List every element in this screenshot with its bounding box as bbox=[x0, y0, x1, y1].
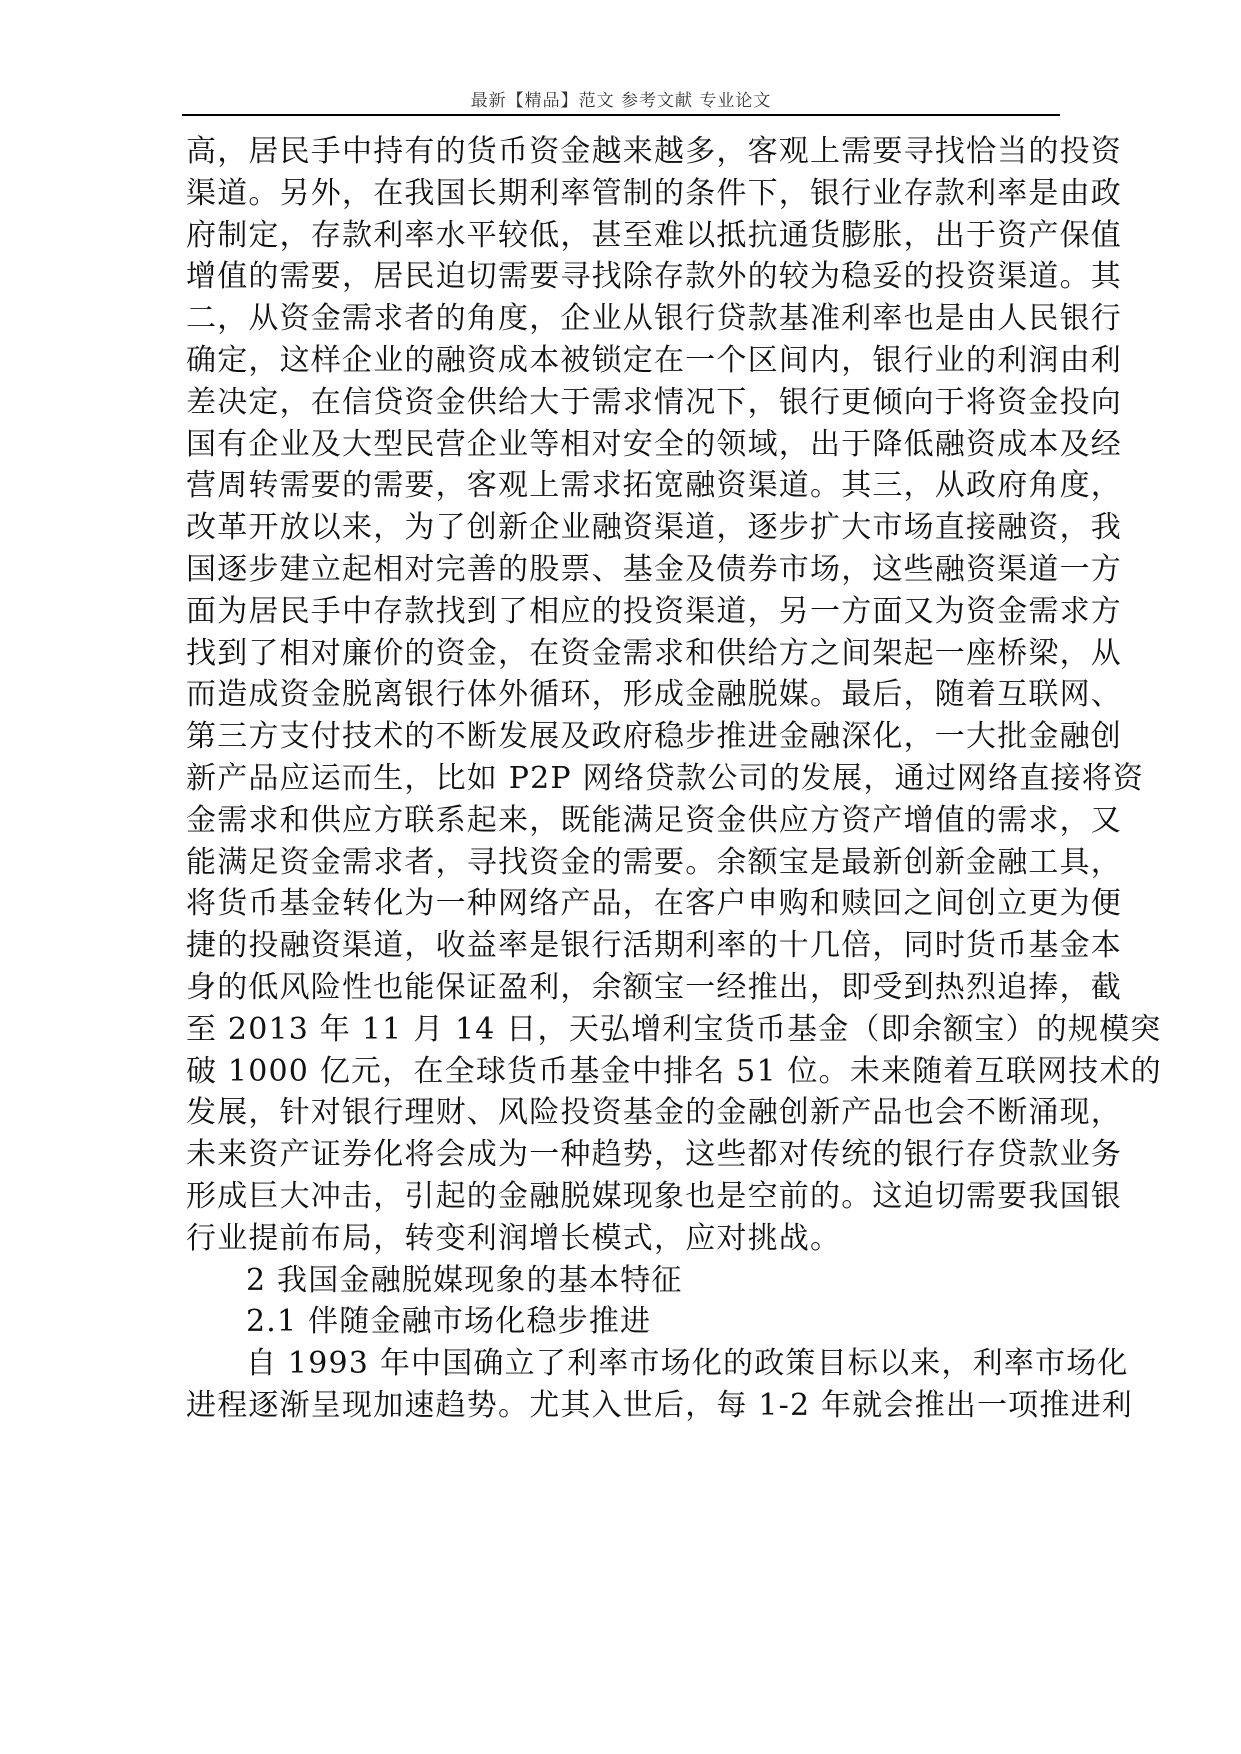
paragraph-line: 身的低风险性也能保证盈利，余额宝一经推出，即受到热烈追捧，截 bbox=[186, 969, 1122, 1005]
paragraph-line: 改革开放以来，为了创新企业融资渠道，逐步扩大市场直接融资，我 bbox=[186, 510, 1122, 546]
paragraph-line: 第三方支付技术的不断发展及政府稳步推进金融深化，一大批金融创 bbox=[186, 719, 1122, 755]
header-divider bbox=[182, 114, 1060, 116]
paragraph-line: 能满足资金需求者，寻找资金的需要。余额宝是最新创新金融工具， bbox=[186, 844, 1122, 880]
paragraph-line: 营周转需要的需要，客观上需求拓宽融资渠道。其三，从政府角度， bbox=[186, 468, 1122, 504]
paragraph-line: 金需求和供应方联系起来，既能满足资金供应方资产增值的需求，又 bbox=[186, 802, 1122, 838]
paragraph-line: 府制定，存款利率水平较低，甚至难以抵抗通货膨胀，出于资产保值 bbox=[186, 217, 1122, 253]
paragraph-line: 捷的投融资渠道，收益率是银行活期利率的十几倍，同时货币基金本 bbox=[186, 928, 1122, 964]
paragraph-line: 新产品应运而生，比如 P2P 网络贷款公司的发展，通过网络直接将资 bbox=[186, 760, 1145, 796]
paragraph-line: 确定，这样企业的融资成本被锁定在一个区间内，银行业的利润由利 bbox=[186, 342, 1122, 378]
paragraph-line: 进程逐渐呈现加速趋势。尤其入世后，每 1-2 年就会推出一项推进利 bbox=[186, 1387, 1133, 1423]
paragraph-line: 形成巨大冲击，引起的金融脱媒现象也是空前的。这迫切需要我国银 bbox=[186, 1178, 1122, 1214]
paragraph-line: 二，从资金需求者的角度，企业从银行贷款基准利率也是由人民银行 bbox=[186, 301, 1122, 337]
paragraph-line: 国逐步建立起相对完善的股票、基金及债券市场，这些融资渠道一方 bbox=[186, 551, 1122, 587]
subsection-heading: 2.1 伴随金融市场化稳步推进 bbox=[246, 1304, 652, 1340]
document-body bbox=[186, 131, 1162, 1427]
paragraph-line: 差决定，在信贷资金供给大于需求情况下，银行更倾向于将资金投向 bbox=[186, 384, 1122, 420]
paragraph-line: 国有企业及大型民营企业等相对安全的领域，出于降低融资成本及经 bbox=[186, 426, 1122, 462]
paragraph-line: 将货币基金转化为一种网络产品，在客户申购和赎回之间创立更为便 bbox=[186, 886, 1122, 922]
paragraph-line: 自 1993 年中国确立了利率市场化的政策目标以来，利率市场化 bbox=[246, 1346, 1129, 1382]
paragraph-line: 至 2013 年 11 月 14 日，天弘增利宝货币基金（即余额宝）的规模突 bbox=[186, 1011, 1162, 1047]
paragraph-line: 发展，针对银行理财、风险投资基金的金融创新产品也会不断涌现， bbox=[186, 1095, 1122, 1131]
paragraph-line: 而造成资金脱离银行体外循环，形成金融脱媒。最后，随着互联网、 bbox=[186, 677, 1122, 713]
page-header: 最新【精品】范文 参考文献 专业论文 bbox=[470, 91, 772, 111]
paragraph-line: 破 1000 亿元，在全球货币基金中排名 51 位。未来随着互联网技术的 bbox=[186, 1053, 1162, 1089]
paragraph-line: 未来资产证券化将会成为一种趋势，这些都对传统的银行存贷款业务 bbox=[186, 1137, 1122, 1173]
paragraph-line: 面为居民手中存款找到了相应的投资渠道，另一方面又为资金需求方 bbox=[186, 593, 1122, 629]
paragraph-line: 高，居民手中持有的货币资金越来越多，客观上需要寻找恰当的投资 bbox=[186, 134, 1122, 169]
paragraph-line: 行业提前布局，转变利润增长模式，应对挑战。 bbox=[186, 1220, 842, 1256]
paragraph-line: 增值的需要，居民迫切需要寻找除存款外的较为稳妥的投资渠道。其 bbox=[186, 259, 1122, 295]
section-heading: 2 我国金融脱媒现象的基本特征 bbox=[246, 1262, 683, 1298]
paragraph-line: 渠道。另外，在我国长期利率管制的条件下，银行业存款利率是由政 bbox=[186, 175, 1122, 211]
paragraph-line: 找到了相对廉价的资金，在资金需求和供给方之间架起一座桥梁，从 bbox=[186, 635, 1122, 671]
